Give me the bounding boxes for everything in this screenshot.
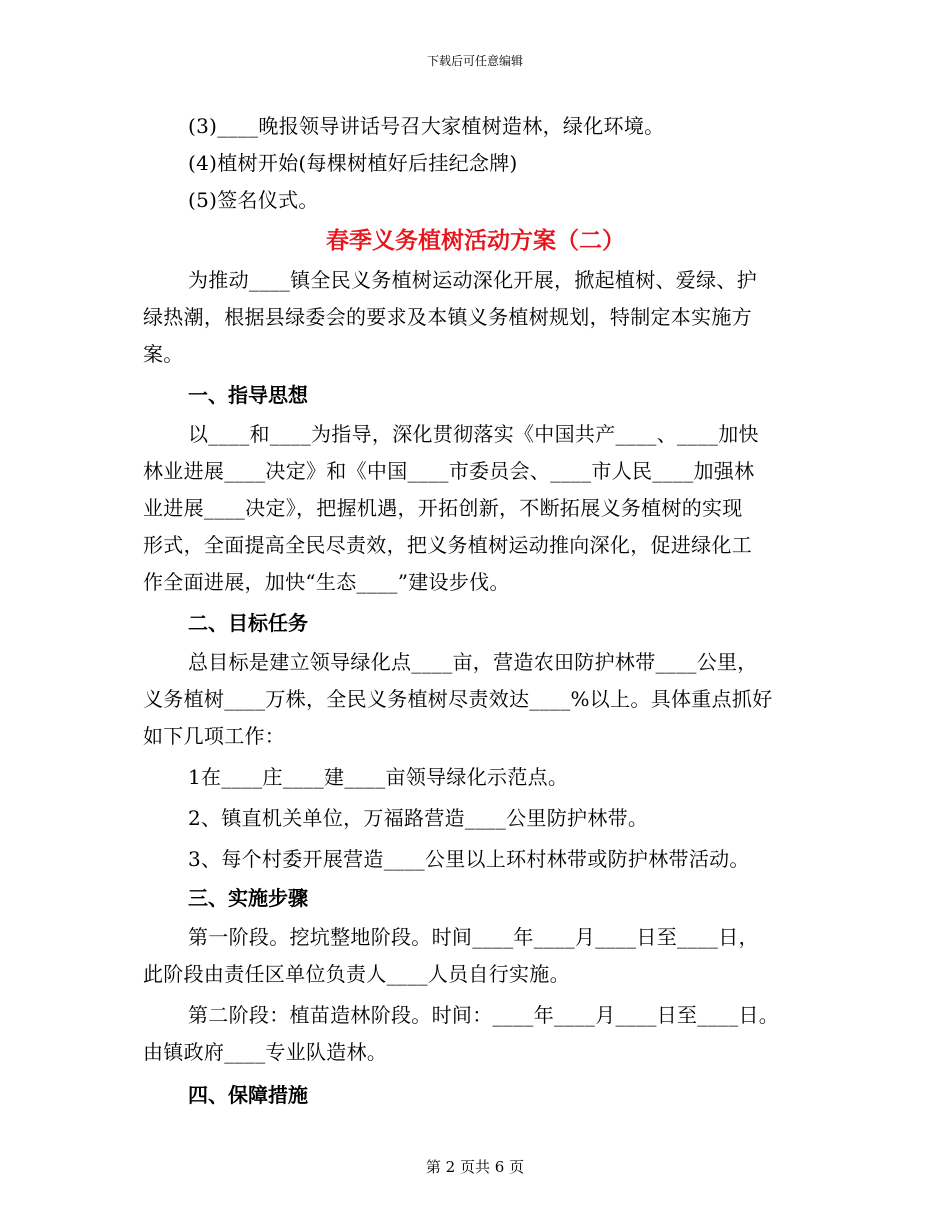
intro-line: 为推动____镇全民义务植树运动深化开展，掀起植树、爱绿、护 [188, 268, 757, 292]
section2-paragraph [143, 644, 808, 755]
document-title: 春季义务植树活动方案（二） [326, 228, 625, 254]
document-body [143, 108, 808, 1116]
section2-line: 义务植树____万株，全民义务植树尽责效达____%以上。具体重点抓好 [143, 687, 773, 711]
list-item-3: (3)____晚报领导讲话号召大家植树造林，绿化环境。 [188, 114, 665, 138]
task-item-3: 3、每个村委开展营造____公里以上环村林带或防护林带活动。 [188, 847, 750, 871]
page-footer-number: 第 2 页共 6 页 [425, 1158, 525, 1176]
section1-line: 以____和____为指导，深化贯彻落实《中国共产____、____加快 [188, 422, 759, 446]
stage2-line: 第二阶段：植苗造林阶段。时间：____年____月____日至____日。 [188, 1003, 780, 1027]
list-item-5: (5)签名仪式。 [188, 188, 319, 212]
section1-line: 林业进展____决定》和《中国____市委员会、____市人民____加强林 [143, 459, 755, 483]
intro-line: 绿热潮，根据县绿委会的要求及本镇义务植树规划，特制定本实施方 [143, 305, 752, 329]
stage1-line: 第一阶段。挖坑整地阶段。时间____年____月____日至____日， [188, 925, 759, 949]
list-item-4: (4)植树开始(每棵树植好后挂纪念牌) [188, 151, 518, 175]
section1-line: 形式，全面提高全民尽责效，把义务植树运动推向深化，促进绿化工 [143, 533, 752, 557]
stage2-paragraph [143, 997, 808, 1071]
section1-line: 业进展____决定》，把握机遇，开拓创新，不断拓展义务植树的实现 [143, 496, 743, 520]
section-heading-objectives: 二、目标任务 [188, 611, 308, 635]
intro-paragraph [143, 262, 808, 373]
stage1-paragraph [143, 919, 808, 993]
stage1-line: 此阶段由责任区单位负责人____人员自行实施。 [143, 962, 570, 986]
task-item-2: 2、镇直机关单位，万福路营造____公里防护林带。 [188, 806, 649, 830]
section-heading-steps: 三、实施步骤 [188, 886, 308, 910]
section-heading-guiding-ideology: 一、指导思想 [188, 383, 308, 407]
section2-line: 总目标是建立领导绿化点____亩，营造农田防护林带____公里， [188, 650, 758, 674]
section1-paragraph [143, 416, 808, 601]
section2-line: 如下几项工作： [143, 724, 286, 748]
task-item-1: 1在____庄____建____亩领导绿化示范点。 [188, 765, 569, 789]
page-header-note: 下载后可任意编辑 [426, 54, 523, 68]
section-heading-safeguards: 四、保障措施 [188, 1083, 308, 1107]
stage2-line: 由镇政府____专业队造林。 [143, 1040, 388, 1064]
section1-line: 作全面进展，加快“生态____”建设步伐。 [143, 570, 510, 594]
intro-line: 案。 [143, 342, 184, 366]
